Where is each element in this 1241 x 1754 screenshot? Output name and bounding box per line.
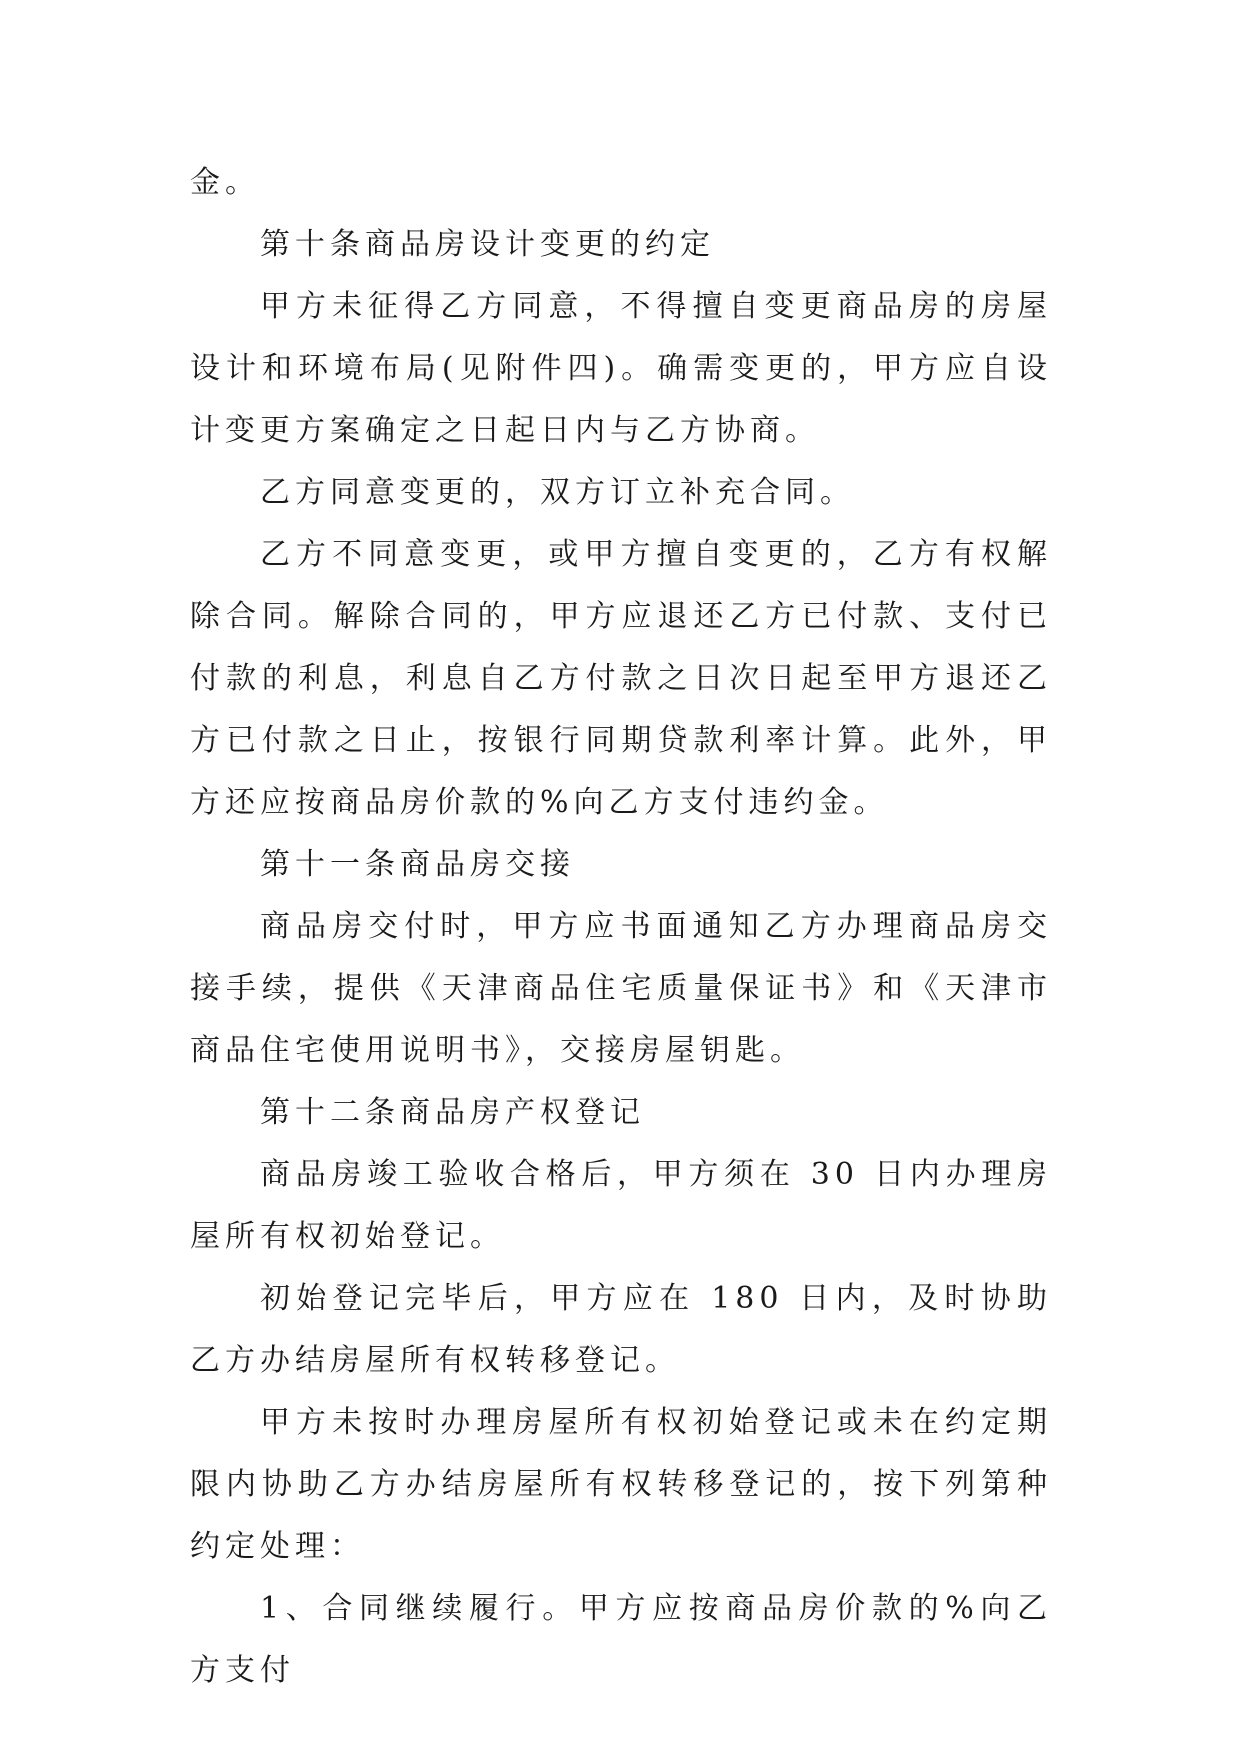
article-12-paragraph-2: 初始登记完毕后，甲方应在 180 日内，及时协助乙方办结房屋所有权转移登记。 [190,1281,1052,1378]
article-11-heading: 第十一条商品房交接 [260,847,575,882]
document-body [190,152,1052,1702]
article-12-item-1: 1、合同继续履行。甲方应按商品房价款的%向乙方支付 [190,1591,1052,1688]
article-11-paragraph-1: 商品房交付时，甲方应书面通知乙方办理商品房交接手续，提供《天津商品住宅质量保证书》和《天津市商品住宅使用说明书》，交接房屋钥匙。 [190,909,1052,1068]
article-12-paragraph-3: 甲方未按时办理房屋所有权初始登记或未在约定期限内协助乙方办结房屋所有权转移登记的，按下列第种约定处理： [190,1405,1052,1564]
article-10-paragraph-2: 乙方同意变更的，双方订立补充合同。 [260,475,855,510]
article-10-paragraph-1: 甲方未征得乙方同意，不得擅自变更商品房的房屋设计和环境布局(见附件四)。确需变更的，甲方应自设计变更方案确定之日起日内与乙方协商。 [190,289,1052,448]
paragraph-continuation: 金。 [190,165,260,200]
article-10-heading: 第十条商品房设计变更的约定 [260,227,715,262]
article-12-paragraph-1: 商品房竣工验收合格后，甲方须在 30 日内办理房屋所有权初始登记。 [190,1157,1052,1254]
article-12-heading: 第十二条商品房产权登记 [260,1095,645,1130]
article-10-paragraph-3: 乙方不同意变更，或甲方擅自变更的，乙方有权解除合同。解除合同的，甲方应退还乙方已付款、支付已付款的利息，利息自乙方付款之日次日起至甲方退还乙方已付款之日止，按银行同期贷款利率计算。此外，甲方还应按商品房价款的%向乙方支付违约金。 [190,537,1052,820]
